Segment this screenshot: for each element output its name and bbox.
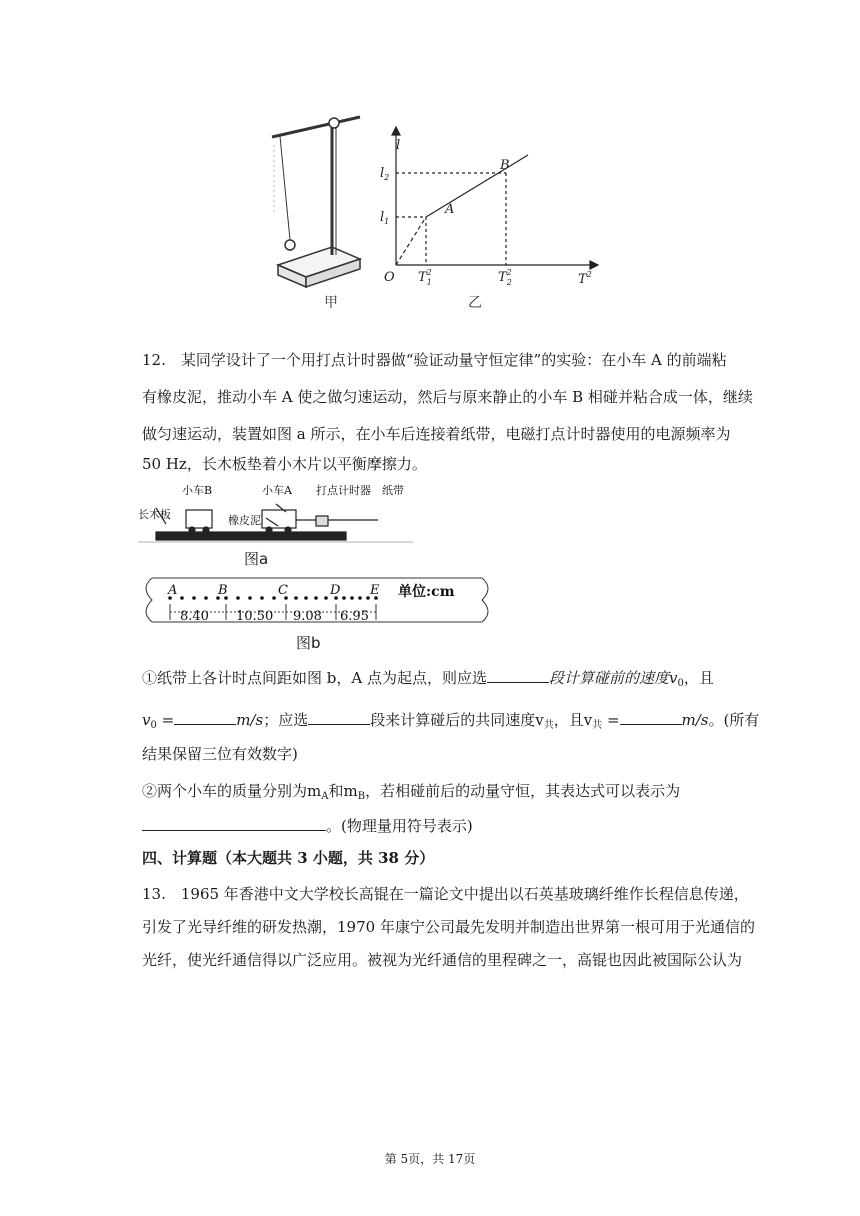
tape-distance-bc: 10.50 bbox=[236, 609, 274, 624]
label-tape: 纸带 bbox=[382, 484, 404, 497]
label-timer: 打点计时器 bbox=[316, 484, 371, 497]
figure-b bbox=[140, 574, 490, 626]
figure-top bbox=[260, 105, 600, 310]
q12-part2-line-1: ②两个小车的质量分别为$m_A$和$m_B$，若相碰前后的动量守恒，其表达式可以表示为 bbox=[142, 782, 681, 802]
q13-line-2: 引发了光导纤维的研发热潮，1970 年康宁公司最先发明并制造出世界第一根可用于光通信的 bbox=[142, 918, 755, 936]
label-cart-b: 小车B bbox=[182, 484, 213, 497]
timer-device bbox=[316, 516, 328, 526]
tape-point-e: E bbox=[370, 583, 380, 598]
tape-distance-cd: 9.08 bbox=[293, 609, 322, 624]
label-yi: 乙 bbox=[468, 295, 482, 310]
tape-distance-ab: 8.40 bbox=[180, 609, 209, 624]
l1-label: $l_1$ bbox=[380, 210, 390, 226]
tape-unit: 单位:cm bbox=[398, 584, 455, 600]
q12-line-2: 有橡皮泥，推动小车 A 使之做匀速运动，然后与原来静止的小车 B 相碰并粘合成一体，继续 bbox=[142, 388, 753, 406]
section-4-heading: 四、计算题（本大题共 3 小题，共 38 分） bbox=[142, 849, 435, 867]
l-t2-graph bbox=[392, 127, 598, 269]
q12-part1-line-3: 结果保留三位有效数字) bbox=[142, 745, 298, 763]
cart-b bbox=[186, 510, 212, 528]
t1-label: $T^2$ 1 bbox=[418, 268, 432, 287]
q13-line-1: 13. 1965 年香港中文大学校长高锟在一篇论文中提出以石英基玻璃纤维作长程信息传递， bbox=[142, 885, 749, 903]
tape-point-b: B bbox=[218, 583, 228, 598]
tape-dots bbox=[168, 596, 378, 600]
axis-x-label: $T^2$ bbox=[578, 270, 592, 287]
q12-line-4: 50 Hz，长木板垫着小木片以平衡摩擦力。 bbox=[142, 455, 427, 473]
figure-a-caption: 图a bbox=[244, 550, 269, 568]
page-footer: 第 5页，共 17页 bbox=[384, 1152, 476, 1166]
q12-part1-line-1: ①纸带上各计时点间距如图 b，A 点为起点，则应选 段计算碰前的速度$v_0$，且 bbox=[142, 669, 714, 689]
tape-point-d: D bbox=[330, 583, 341, 598]
point-b-label: B bbox=[500, 158, 510, 173]
label-jia: 甲 bbox=[324, 295, 338, 310]
figure-a bbox=[138, 480, 413, 550]
q12-line-1: 12. 某同学设计了一个用打点计时器做“验证动量守恒定律”的实验：在小车 A 的前端粘 bbox=[142, 351, 727, 369]
point-a-label: A bbox=[445, 202, 455, 217]
label-clay: 橡皮泥 bbox=[228, 514, 261, 527]
q12-part1-line-2: $v_0 = m/s$；应选 段来计算碰后的共同速度$v_共$，且$v_共 = m/s$。(所有 bbox=[142, 711, 760, 731]
label-board: 长木板 bbox=[138, 508, 171, 521]
q12-part2-line-2: 。(物理量用符号表示) bbox=[142, 816, 473, 836]
q12-line-3: 做匀速运动，装置如图 a 所示，在小车后连接着纸带，电磁打点计时器使用的电源频率为 bbox=[142, 425, 731, 443]
pendulum-apparatus bbox=[272, 117, 360, 287]
t2-label: $T^2$ 2 bbox=[498, 268, 512, 287]
figure-b-caption: 图b bbox=[296, 634, 321, 652]
axis-y-label: l bbox=[396, 138, 401, 153]
label-cart-a: 小车A bbox=[262, 484, 292, 497]
tape-distance-de: 6.95 bbox=[340, 609, 369, 624]
l2-label: $l_2$ bbox=[380, 166, 390, 182]
origin-label: O bbox=[384, 270, 395, 285]
q13-line-3: 光纤，使光纤通信得以广泛应用。被视为光纤通信的里程碑之一，高锟也因此被国际公认为 bbox=[142, 951, 743, 969]
tape-point-c: C bbox=[278, 583, 288, 598]
tape-point-a: A bbox=[168, 583, 178, 598]
